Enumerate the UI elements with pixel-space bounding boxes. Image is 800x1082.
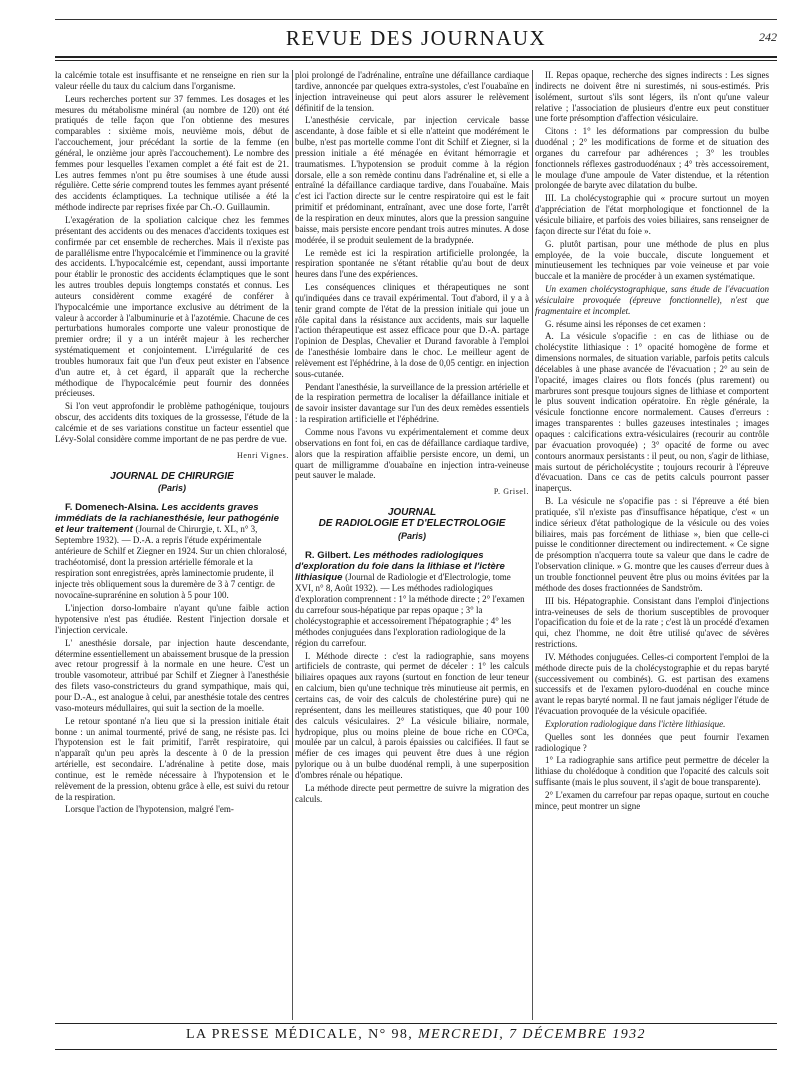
paragraph: Citons : 1° les déformations par compression du bulbe duodénal ; 2° les modifications de forme et de situation des organes du carrefour par adhérences ; 3° les troubles fonctionnels réflexes gastroduodénaux ; 4° très accessoirement, le moulage d'une ampoule de Vater distendue, et la rétention prolongée de baryte avec dilatation du bulbe. (535, 126, 769, 191)
article-title-block (55, 502, 289, 601)
paragraph: G. plutôt partisan, pour une méthode de plus en plus employée, de la voie buccale, discute longuement et minutieusement les techniques par voie veineuse et par voie buccale et la manière de procéder à un examen systématique. (535, 238, 769, 282)
article-title: Les méthodes radiologiques d'exploration du foie dans la lithiase et l'ictère lithiasique (295, 549, 505, 583)
header-rule-thin (55, 60, 777, 61)
paragraph: Leurs recherches portent sur 37 femmes. Les dosages et les mesures du métabolisme minéral (au nombre de 120) ont été pratiqués de telle façon que l'on obtienne des mesures comparables : sixième mois, neuvième mois, début de l'accouchement, jour précédant la sortie de la femme (en général, le onzième jour après l'accouchement). Le nombre des femmes pour lesquelles l'examen complet a été fait est de 21. Les autres femmes n'ont pu être soumises à une étude aussi régulière. Cette série comprend toutes les femmes ayant présenté des accidents éclamptiques. La technique utilisée a été la méthode indirecte par reprises fixée par Ch.-O. Guillaumin. (55, 93, 289, 213)
paragraph: la calcémie totale est insuffisante et ne renseigne en rien sur la valeur réelle du taux du calcium dans l'organisme. (55, 70, 289, 91)
column-divider (292, 70, 293, 1020)
paragraph: III bis. Hépatographie. Consistant dans l'emploi d'injections intra-veineuses de sels de thorium susceptibles de provoquer l'opacification du foie et de la rate ; c'est là un procédé d'examen qui, chez l'homme, ne doit être utilisé qu'avec de sévères restrictions. (535, 595, 769, 650)
article-signature: Henri Vignes. (236, 450, 289, 460)
paragraph: Un examen cholécystographique, sans étude de l'évacuation vésiculaire provoquée (épreuve fonctionnelle), n'est que fragmentaire et incomplet. (535, 284, 769, 316)
paragraph: G. résume ainsi les réponses de cet examen : (545, 318, 706, 329)
column-right (535, 70, 769, 1020)
paragraph: L'injection dorso-lombaire n'ayant qu'une faible action hypotensive n'est pas étudiée. Restent l'injection dorsale et l'injection cervicale. (55, 603, 289, 635)
paragraph: I. Méthode directe : c'est la radiographie, sans moyens artificiels de contraste, qui permet de déceler : 1° les calculs biliaires opaques aux rayons (surtout en fonction de leur teneur en calcium, bien qu'une technique très minutieuse ait permis, en certains cas, de voir des calculs de cholestérine pure) qui ne représentent, dans les meilleures statistiques, que 40 pour 100 des calculs vésiculaires. 2° La vésicule biliaire, normale, hydropique, plus ou moins pleine de boue riche en CO³Ca, moulée par un calcul, à parois épaissies ou calcifiées. Il faut se méfier de ces images qui peuvent être dues à une région pylorique ou à un bulbe duodénal rempli, à une superposition d'ombres rénale ou hépatique. (295, 650, 529, 780)
paragraph: Exploration radiologique dans l'ictère lithiasique. (545, 718, 726, 729)
article-title-block (295, 550, 529, 649)
paragraph: La méthode directe peut permettre de suivre la migration des calculs. (295, 782, 529, 804)
article-body-start: — Les méthodes radiologiques d'exploration comprennent : 1° la méthode directe ; 2° l'examen du carrefour sous-hépatique par repas opaque ; 3° la cholécystographie et accessoirement l'hépatographie ; 4° les méthodes conjuguées dans l'exploration radiologique de la région du carrefour. (295, 582, 525, 648)
footer-rule (55, 1023, 777, 1024)
section-heading-journal-de-chirurgie: JOURNAL DE CHIRURGIE (110, 470, 234, 482)
column-middle (295, 70, 529, 1020)
article-author: R. Gilbert. (305, 549, 351, 561)
paragraph: III. La cholécystographie qui « procure surtout un moyen d'appréciation de l'état morphologique et fonctionnel de la vésicule biliaire, et parfois des voies biliaires, sans renseigner de façon directe sur l'état du foie ». (535, 193, 769, 236)
paragraph: Si l'on veut approfondir le problème pathogénique, toujours obscur, des accidents dits toxiques de la grossesse, l'étude de la calcémie et de ses variations constitue un facteur essentiel que Lévy-Solal considère comme important de ne pas perdre de vue. (55, 401, 289, 444)
paragraph: II. Repas opaque, recherche des signes indirects : Les signes indirects ne doivent être ni surestimés, ni sous-estimés. Pris isolément, surtout s'ils sont légers, ils n'ont qu'une valeur relative ; l'association de plusieurs d'entre eux peut constituer une forte présomption d'affection vésiculaire. (535, 70, 769, 124)
article-signature: P. Grisel. (493, 487, 529, 497)
column-left (55, 70, 289, 1020)
paragraph: Comme nous l'avons vu expérimentalement et comme deux observations en font foi, en cas de défaillance cardiaque tardive, alors que la respiration affaiblie persiste encore, un demi, un quart de milligramme d'ouabaïne en injection intra-veineuse peut sauver le malade. (295, 427, 529, 481)
paragraph: Lorsque l'action de l'hypotension, malgré l'em- (65, 804, 234, 815)
paragraph: Pendant l'anesthésie, la surveillance de la pression artérielle et de la respiration permettra de localiser la défaillance initiale et de savoir insister davantage sur l'un des deux remèdes essentiels : la respiration artificielle et l'éphédrine. (295, 381, 529, 425)
footer-date: MERCREDI, 7 DÉCEMBRE 1932 (418, 1027, 646, 1042)
footer-issue: N° 98, (368, 1027, 414, 1042)
paragraph: L'anesthésie cervicale, par injection cervicale basse ascendante, à dose faible et si elle n'atteint que modérément le bulbe, n'est pas mortelle comme l'ont dit Schilf et Ziegner, si la pression initiale a été ménagée en évitant hémorragie et traumatismes. L'hypotension se produit comme à la région dorsale, elle a son remède continu dans l'adrénaline et, si elle a entraîné la défaillance cardiaque tardive, dans l'ouabaïne. Mais c'est ici l'action directe sur le centre respiratoire qui est le fait primitif et prédominant, entraînant, avec une dose forte, l'arrêt de la respiration en deux minutes, alors que la pression sanguine baisse, mais persiste encore pendant trois autres minutes. A dose modérée, il se produit seulement de la bradypnée. (295, 115, 529, 245)
page-number: 242 (759, 30, 777, 44)
article-source: (Journal de Radiologie et d'Electrologie, tome XVI, n° 8, Août 1932). (295, 571, 511, 593)
paragraph: 2° L'examen du carrefour par repas opaque, surtout en couche mince, peut montrer un signe (535, 790, 769, 811)
paragraph: Quelles sont les données que peut fournir l'examen radiologique ? (535, 731, 769, 753)
paragraph: L' anesthésie dorsale, par injection haute descendante, détermine essentiellement un abaissement brusque de la pression avec retour progressif à la normale en une heure. C'est un trouble vasomoteur, attribué par Schilf et Ziegner à l'anesthésie des filets vaso-constricteurs du grand sympathique, mais qui, pour D.-A., est analogue à celui, par anesthésie totale des centres vaso-moteurs médullaires, qui suit la section de la moelle. (55, 637, 289, 713)
section-heading-journal: JOURNAL (387, 507, 437, 519)
paragraph: B. La vésicule ne s'opacifie pas : si l'épreuve a été bien pratiquée, s'il n'existe pas d'insuffisance hépatique, c'est « un indice sérieux d'état pathologique de la vésicule ou des voies biliaires, mais pas forcément de lithiase », bien que celle-ci puisse le conditionner directement ou indirectement. « Ce signe de présomption n'acquerra toute sa valeur que dans le cadre de l'observation clinique. » G. montre que les causes d'erreur dues à un trouble fonctionnel peuvent être plus ou moins évitées par la méthode des doses fractionnées de Sandström. (535, 496, 769, 593)
header-rule (55, 56, 777, 58)
section-heading-radiologie: DE RADIOLOGIE ET D'ELECTROLOGIE (318, 517, 506, 529)
page-header (55, 26, 777, 56)
paragraph: L'exagération de la spoliation calcique chez les femmes présentant des accidents ou des menaces d'accidents toxiques est confirmée par cet ensemble de recherches. Mais il n'existe pas de parallélisme entre l'hypocalcémie et l'imminence ou la gravité des accidents. L'hypocalcémie est, cependant, aussi importante pour établir le pronostic des accidents éclamptiques que le sont les autres troubles depuis longtemps constatés et connus. Les auteurs considèrent comme exagéré de conférer à l'hypocalcémie une importance exclusive au détriment de la valeur à accorder à l'albuminurie et à l'azotémie. Chacune de ces perturbations humorales comporte une valeur pronostique de premier ordre; il y a un intérêt majeur à les rechercher systématiquement et conjointement. L'irrégularité de ces troubles humoraux fait que l'un d'eux peut exister en l'absence d'un autre et, à cet égard, il apparaît que la recherche méthodique de l'hypocalcémie peut fournir des données précieuses. (55, 214, 289, 399)
section-city: (Paris) (397, 530, 426, 541)
footer-journal: LA PRESSE MÉDICALE, (186, 1027, 364, 1042)
article-source: (Journal de Chirurgie, t. XL, n° 3, Septembre 1932). (55, 524, 258, 546)
page-footer (55, 1027, 777, 1047)
article-author: F. Domenech-Alsina. (65, 502, 159, 514)
section-city: (Paris) (157, 483, 186, 494)
paragraph: IV. Méthodes conjuguées. Celles-ci comportent l'emploi de la méthode directe puis de la cholécystographie et du repas baryté (successivement ou combinés). G. est partisan des examens successifs et de l'examen pyloro-duodénal en couche mince avant le repas baryté normal. Il ne faut jamais négliger l'étude de l'évacuation provoquée de la vésicule opacifiée. (535, 651, 769, 717)
paragraph: A. La vésicule s'opacifie : en cas de lithiase ou de cholécystite lithiasique : 1° opacité homogène de forme et dimensions normales, de situation variable, parfois petits calculs décelables à une phase avancée de l'évacuation ; 2° au sein de l'opacité, images claires ou flots foncés (plus rarement) ou marbrures sont presque toujours signes de lithiase et comportent le plus souvent indication opératoire. En règle générale, la vésicule fonctionne encore normalement. Causes d'erreurs : images transparentes : bulles gazeuses intestinales ; images opaques : calcifications extra-vésiculaires (recourir au contrôle par évacuation provoquée) ; 3° opacité de forme ou avec contours anormaux persistants : il peut, ou non, s'agir de lithiase, mais surtout de péricholécystite ; toujours recourir à l'épreuve d'évacuation. Dans ce cas de petits calculs pourront passer inaperçus. (535, 331, 769, 494)
paragraph: Les conséquences cliniques et thérapeutiques ne sont qu'indiquées dans ce travail expérimental. Tout d'abord, il y a à tenir grand compte de l'état de la pression initiale qui joue un rôle capital dans la résistance aux accidents, mais sur laquelle l'action thérapeutique est assez efficace pour que D.-A. partage l'opinion de Desplas, Chevalier et Durand favorable à l'emploi de l'anesthésie lombaire dans le choc. Le meilleur agent de relèvement est l'éphédrine, à la dose de 0,05 centigr. en injection sous-cutanée. (295, 282, 529, 379)
paragraph: 1° La radiographie sans artifice peut permettre de déceler la lithiase du cholédoque à condition que l'opacité des calculs soit suffisante (mais le plus souvent, il s'agit de boue transparente). (535, 755, 769, 788)
article-title: Les accidents graves immédiats de la rachianesthésie, leur pathogénie et leur traitement (55, 502, 279, 536)
paragraph: ploi prolongé de l'adrénaline, entraîne une défaillance cardiaque tardive, annoncée par quelques extra-systoles, c'est l'ouabaïne en injection intraveineuse qui peut alors assurer le relèvement définitif de la tension. (295, 70, 529, 113)
paragraph: Le retour spontané n'a lieu que si la pression initiale était bonne : un animal tourmenté, privé de sang, ne résiste pas. Ici l'hypotension est le fait primitif, l'arrêt respiratoire, qui n'apparaît qu'un peu après la descente à 0 de la pression artérielle, est secondaire. L'adrénaline à petite dose, mais continue, est le remède nécessaire à l'hypotension et le relèvement de la pression, obtenu grâce à elle, est suivi du retour de la respiration. (55, 715, 289, 802)
paragraph: Le remède est ici la respiration artificielle prolongée, la respiration spontanée ne s'étant rétablie qu'au bout de deux heures dans l'une des expériences. (295, 247, 529, 280)
article-body-start: — D.-A. a repris l'étude expérimentale antérieure de Schilf et Ziegner en 1924. Sur un chien chloralosé, trachéotomisé, dont la pression artérielle fémorale et la respiration sont enregistrées, après laminectomie prudente, il injecte très obliquement sous la duremère de 3 à 7 centigr. de novocaïne-suprarénine en solution à 5 pour 100. (55, 535, 287, 601)
footer-rule-bottom (55, 1049, 777, 1050)
journal-title: REVUE DES JOURNAUX (285, 26, 547, 50)
column-divider (532, 70, 533, 1020)
top-rule (55, 19, 777, 20)
